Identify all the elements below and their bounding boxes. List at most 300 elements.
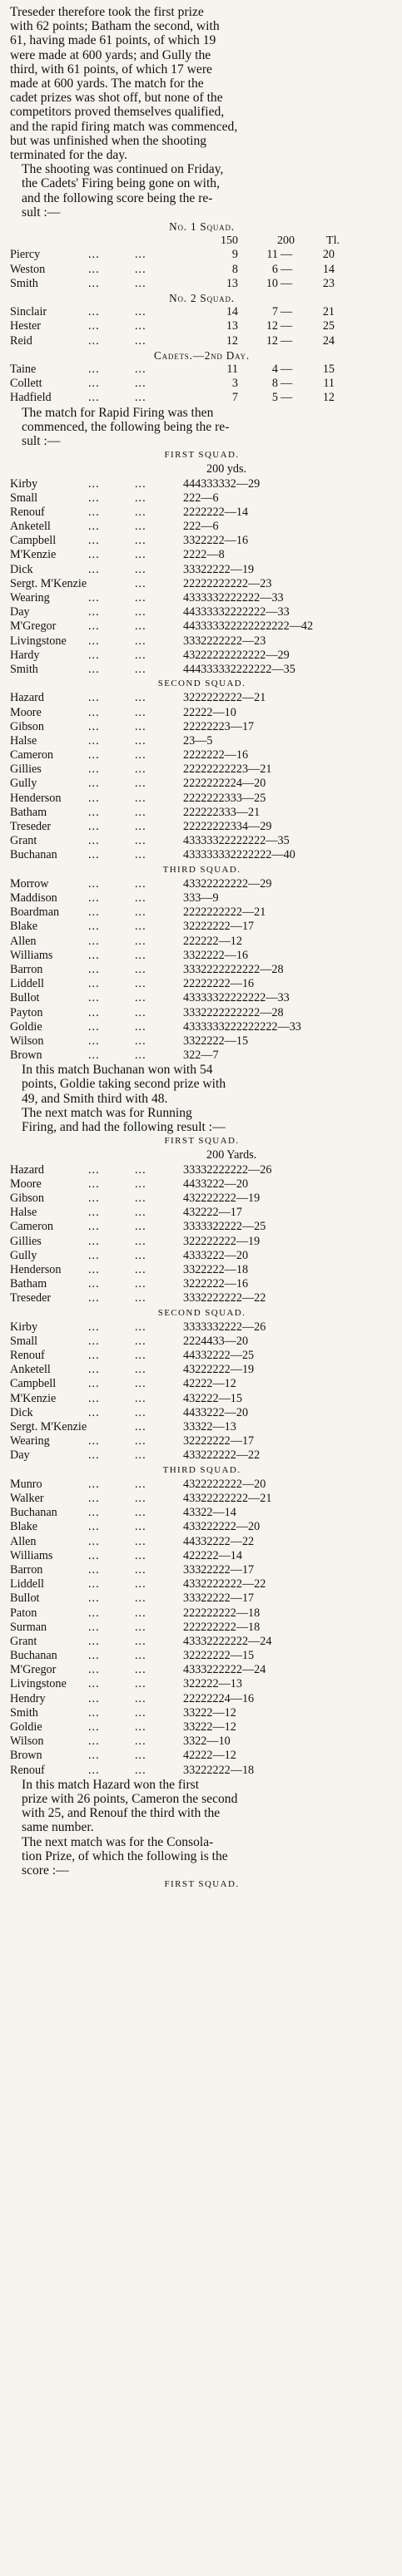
dash: —: [280, 362, 293, 376]
score-row: [10, 1692, 394, 1706]
leader-dots: ...: [135, 1334, 146, 1348]
rapid-squad-2-rows: [10, 691, 394, 862]
competitor-name: Boardman: [10, 906, 60, 920]
leader-dots: ...: [135, 1320, 146, 1334]
leader-dots: ...: [88, 391, 100, 405]
competitor-name: Treseder: [10, 820, 52, 834]
leader-dots: ...: [88, 1763, 100, 1777]
leader-dots: ...: [135, 605, 146, 619]
leader-dots: ...: [135, 1663, 146, 1677]
shot-scores: 42222—12: [183, 1377, 236, 1391]
score-row: [10, 1735, 394, 1749]
running-firing-result: [10, 1778, 394, 1835]
leader-dots: ...: [88, 1349, 100, 1363]
competitor-name: Hardy: [10, 648, 40, 662]
cadets-squad-2-rows: [10, 305, 394, 348]
competitor-name: Campbell: [10, 534, 57, 548]
column-header-150: 150: [221, 234, 238, 248]
leader-dots: ...: [88, 1192, 100, 1206]
leader-dots: ...: [135, 248, 146, 262]
leader-dots: ...: [135, 491, 146, 505]
leader-dots: ...: [88, 777, 100, 791]
score-row: [10, 1563, 394, 1577]
intro-paragraph: [10, 5, 394, 162]
competitor-name: Weston: [10, 262, 46, 276]
shot-scores: 444333332—29: [183, 476, 261, 491]
score-row: [10, 792, 394, 806]
running-firing-intro: [10, 1106, 394, 1134]
competitor-name: M'Kenzie: [10, 1391, 57, 1405]
score-row: [10, 1591, 394, 1606]
competitor-name: Blake: [10, 1520, 38, 1534]
leader-dots: ...: [135, 1349, 146, 1363]
leader-dots: ...: [88, 1177, 100, 1191]
competitor-name: Campbell: [10, 1377, 57, 1391]
competitor-name: Gillies: [10, 1234, 42, 1248]
leader-dots: ...: [88, 1663, 100, 1677]
score-row: [10, 1249, 394, 1263]
score-row: [10, 1434, 394, 1448]
competitor-name: Renouf: [10, 1349, 45, 1363]
score-row: [10, 1577, 394, 1591]
competitor-name: Williams: [10, 1548, 53, 1562]
competitor-name: Smith: [10, 276, 38, 290]
text-line: The shooting was continued on Friday,: [22, 162, 224, 177]
shot-scores: 44332222—22: [183, 1534, 255, 1548]
shot-scores: 22222222223—21: [183, 762, 272, 777]
shot-scores: 4333332222222—33: [183, 591, 284, 605]
score-row: [10, 520, 394, 534]
competitor-name: Anketell: [10, 1363, 51, 1377]
text-line: 61, having made 61 points, of which 19: [10, 33, 216, 48]
leader-dots: ...: [135, 1649, 146, 1663]
shot-scores: 3322222—15: [183, 1034, 249, 1048]
score-total: 25: [322, 319, 335, 333]
score-150: 3: [231, 377, 238, 391]
competitor-name: Gully: [10, 777, 37, 791]
shot-scores: 3222222222—21: [183, 691, 266, 705]
leader-dots: ...: [135, 520, 146, 534]
leader-dots: ...: [135, 1206, 146, 1220]
leader-dots: ...: [135, 1434, 146, 1448]
leader-dots: ...: [135, 1620, 146, 1634]
score-row: [10, 991, 394, 1005]
shot-scores: 322222—13: [183, 1677, 242, 1691]
leader-dots: ...: [135, 805, 146, 819]
leader-dots: ...: [88, 762, 100, 777]
shot-scores: 43333322222222—33: [183, 991, 290, 1005]
leader-dots: ...: [88, 1577, 100, 1591]
leader-dots: ...: [135, 1506, 146, 1520]
shot-scores: 3332222222222—28: [183, 1005, 284, 1019]
competitor-name: Cameron: [10, 1220, 54, 1234]
leader-dots: ...: [88, 362, 100, 376]
dash: —: [280, 391, 293, 405]
competitor-name: M'Gregor: [10, 619, 57, 634]
leader-dots: ...: [88, 876, 100, 891]
score-200: 8: [271, 377, 278, 391]
shot-scores: 322222222—19: [183, 1234, 261, 1248]
leader-dots: ...: [135, 1220, 146, 1234]
score-total: 15: [322, 362, 335, 376]
leader-dots: ...: [88, 1492, 100, 1505]
score-total: 20: [322, 248, 335, 262]
shot-scores: 22222222222—23: [183, 576, 272, 590]
competitor-name: Hazard: [10, 691, 44, 705]
leader-dots: ...: [135, 733, 146, 748]
leader-dots: ...: [88, 820, 100, 834]
competitor-name: Dick: [10, 1405, 33, 1419]
squad-heading: SECOND SQUAD.: [157, 679, 246, 689]
shot-scores: 4333333222222222—33: [183, 1019, 301, 1034]
shot-scores: 43322222222—29: [183, 876, 272, 891]
leader-dots: ...: [88, 1520, 100, 1534]
leader-dots: ...: [135, 920, 146, 934]
score-200: 6: [271, 262, 278, 276]
leader-dots: ...: [88, 1448, 100, 1463]
competitor-name: Moore: [10, 1177, 42, 1191]
score-row: [10, 891, 394, 906]
score-row: [10, 820, 394, 834]
score-row: [10, 563, 394, 577]
score-row: [10, 1020, 394, 1034]
score-row: [10, 806, 394, 820]
competitor-name: Hazard: [10, 1162, 44, 1177]
shot-scores: 433333332222222—40: [183, 848, 295, 862]
score-row: [10, 777, 394, 791]
shot-scores: 43322—14: [183, 1506, 236, 1520]
leader-dots: ...: [135, 362, 146, 376]
leader-dots: ...: [135, 319, 146, 333]
score-total: 14: [322, 262, 335, 276]
score-row: [10, 1649, 394, 1663]
competitor-name: Wearing: [10, 1434, 50, 1448]
leader-dots: ...: [88, 505, 100, 519]
shot-scores: 433222222—22: [183, 1448, 261, 1463]
score-row: [10, 1635, 394, 1649]
leader-dots: ...: [88, 1548, 100, 1562]
competitor-name: Barron: [10, 962, 43, 976]
score-total: 24: [322, 333, 335, 348]
cadets-squad-1-rows: [10, 248, 394, 291]
score-200: 4: [271, 362, 278, 376]
competitor-name: Sergt. M'Kenzie: [10, 576, 87, 590]
competitor-name: Goldie: [10, 1720, 42, 1734]
shot-scores: 33322—13: [183, 1420, 236, 1434]
leader-dots: ...: [135, 1405, 146, 1419]
score-row: [10, 391, 394, 405]
competitor-name: Morrow: [10, 876, 49, 891]
score-total: 12: [322, 391, 335, 405]
shot-scores: 4433222—20: [183, 1177, 249, 1191]
leader-dots: ...: [135, 1420, 146, 1434]
leader-dots: ...: [88, 733, 100, 748]
leader-dots: ...: [88, 991, 100, 1005]
shot-scores: 22222223—17: [183, 719, 255, 733]
leader-dots: ...: [135, 377, 146, 391]
score-row: [10, 963, 394, 977]
leader-dots: ...: [88, 662, 100, 676]
score-row: [10, 491, 394, 506]
competitor-name: Small: [10, 1334, 38, 1348]
shot-scores: 32222222—17: [183, 920, 255, 934]
shot-scores: 2222222222—21: [183, 906, 266, 920]
leader-dots: ...: [88, 305, 100, 319]
score-row: [10, 1320, 394, 1335]
text-line: The match for Rapid Firing was then: [22, 405, 214, 420]
score-row: [10, 1177, 394, 1192]
score-150: 8: [231, 262, 238, 276]
leader-dots: ...: [135, 991, 146, 1005]
text-line: third, with 61 points, of which 17 were: [10, 62, 212, 76]
competitor-name: Walker: [10, 1492, 44, 1505]
leader-dots: ...: [88, 920, 100, 934]
leader-dots: ...: [135, 648, 146, 662]
score-row: [10, 834, 394, 848]
leader-dots: ...: [135, 1492, 146, 1505]
shot-scores: 2222222—14: [183, 505, 249, 519]
leader-dots: ...: [88, 1391, 100, 1405]
leader-dots: ...: [88, 906, 100, 920]
score-150: 13: [226, 276, 238, 290]
score-row: [10, 1492, 394, 1506]
leader-dots: ...: [135, 333, 146, 348]
competitor-name: Grant: [10, 834, 37, 848]
score-row: [10, 1163, 394, 1177]
shot-scores: 2224433—20: [183, 1334, 249, 1348]
leader-dots: ...: [88, 1434, 100, 1448]
shot-scores: 2222222224—20: [183, 777, 266, 791]
score-row: [10, 1764, 394, 1778]
text-line: score :—: [22, 1863, 69, 1878]
text-line: prize with 26 points, Cameron the second: [22, 1791, 238, 1806]
shot-scores: 322—7: [183, 1049, 219, 1063]
rapid-firing-squad-2: [10, 677, 394, 862]
leader-dots: ...: [135, 876, 146, 891]
leader-dots: ...: [135, 1448, 146, 1463]
leader-dots: ...: [135, 1477, 146, 1491]
score-row: [10, 748, 394, 762]
score-row: [10, 1549, 394, 1563]
running-squad-1-rows: [10, 1163, 394, 1306]
score-row: [10, 1235, 394, 1249]
shot-scores: 23—5: [183, 733, 213, 748]
shot-scores: 44333332222222—33: [183, 605, 290, 619]
shot-scores: 3332222222—23: [183, 634, 266, 648]
shot-scores: 3332222222—22: [183, 1291, 266, 1305]
leader-dots: ...: [88, 848, 100, 862]
leader-dots: ...: [135, 1520, 146, 1534]
leader-dots: ...: [135, 619, 146, 634]
leader-dots: ...: [88, 1234, 100, 1248]
leader-dots: ...: [135, 820, 146, 834]
shot-scores: 44332222—25: [183, 1349, 255, 1363]
text-line: The next match was for the Consola-: [22, 1834, 214, 1849]
squad-heading: No. 1 Squad.: [169, 220, 235, 234]
leader-dots: ...: [135, 505, 146, 519]
shot-scores: 3333332222—26: [183, 1320, 266, 1334]
shot-scores: 3322—10: [183, 1735, 231, 1749]
score-row: [10, 1663, 394, 1677]
text-line: Treseder therefore took the first prize: [10, 5, 204, 19]
shot-scores: 222222333—21: [183, 805, 261, 819]
competitor-name: Gillies: [10, 762, 42, 777]
shot-scores: 32222222—15: [183, 1649, 255, 1663]
competitor-name: Wilson: [10, 1034, 44, 1048]
competitor-name: Williams: [10, 948, 53, 962]
score-row: [10, 706, 394, 720]
leader-dots: ...: [88, 948, 100, 962]
dash: —: [280, 305, 293, 319]
shot-scores: 2222—8: [183, 548, 225, 562]
leader-dots: ...: [135, 1177, 146, 1191]
score-row: [10, 720, 394, 734]
score-row: [10, 634, 394, 649]
competitor-name: Renouf: [10, 505, 45, 519]
competitor-name: Dick: [10, 562, 33, 576]
shot-scores: 3333322222—25: [183, 1220, 266, 1234]
shot-scores: 33222—12: [183, 1705, 236, 1720]
shot-scores: 22222—10: [183, 705, 236, 719]
competitor-name: Halse: [10, 1206, 37, 1220]
score-row: [10, 305, 394, 319]
score-150: 13: [226, 319, 238, 333]
shot-scores: 422222—14: [183, 1548, 242, 1562]
leader-dots: ...: [88, 1705, 100, 1720]
score-150: 9: [231, 248, 238, 262]
leader-dots: ...: [88, 1005, 100, 1019]
shot-scores: 2222222333—25: [183, 791, 266, 805]
leader-dots: ...: [88, 648, 100, 662]
leader-dots: ...: [135, 1749, 146, 1763]
score-row: [10, 1377, 394, 1391]
leader-dots: ...: [88, 1649, 100, 1663]
column-header-200: 200: [277, 234, 295, 248]
squad-heading: SECOND SQUAD.: [157, 1307, 246, 1318]
competitor-name: Brown: [10, 1749, 42, 1763]
competitor-name: Buchanan: [10, 1649, 57, 1663]
competitor-name: Batham: [10, 1277, 47, 1291]
leader-dots: ...: [135, 476, 146, 491]
score-row: [10, 935, 394, 949]
competitor-name: Buchanan: [10, 848, 57, 862]
leader-dots: ...: [135, 1363, 146, 1377]
leader-dots: ...: [88, 605, 100, 619]
running-squad-2-rows: [10, 1320, 394, 1463]
score-row: [10, 1192, 394, 1206]
leader-dots: ...: [135, 1192, 146, 1206]
shot-scores: 3222222—16: [183, 1277, 249, 1291]
competitor-name: Munro: [10, 1477, 42, 1491]
leader-dots: ...: [135, 1391, 146, 1405]
leader-dots: ...: [88, 276, 100, 290]
leader-dots: ...: [135, 634, 146, 648]
leader-dots: ...: [135, 1034, 146, 1048]
competitor-name: Reid: [10, 333, 32, 348]
squad-heading: Cadets.—2nd Day.: [154, 348, 250, 362]
competitor-name: Gibson: [10, 1192, 44, 1206]
shot-scores: 433222222—20: [183, 1520, 261, 1534]
leader-dots: ...: [88, 1019, 100, 1034]
score-row: [10, 1720, 394, 1735]
leader-dots: ...: [88, 1749, 100, 1763]
score-row: [10, 1506, 394, 1520]
score-row: [10, 877, 394, 891]
shot-scores: 222222222—18: [183, 1606, 261, 1620]
text-line: same number.: [22, 1820, 94, 1835]
yards-label: 200 Yards.: [206, 1148, 257, 1162]
leader-dots: ...: [88, 1206, 100, 1220]
score-row: [10, 377, 394, 391]
score-total: 23: [322, 276, 335, 290]
leader-dots: ...: [135, 791, 146, 805]
leader-dots: ...: [135, 1262, 146, 1276]
competitor-name: Barron: [10, 1562, 43, 1577]
score-row: [10, 577, 394, 591]
leader-dots: ...: [135, 1534, 146, 1548]
shot-scores: 43332222222—24: [183, 1634, 272, 1648]
leader-dots: ...: [135, 1677, 146, 1691]
competitor-name: Hester: [10, 319, 42, 333]
leader-dots: ...: [135, 1735, 146, 1749]
leader-dots: ...: [88, 934, 100, 948]
shot-scores: 22222222334—29: [183, 820, 272, 834]
squad-heading: THIRD SQUAD.: [162, 864, 241, 875]
score-row: [10, 977, 394, 991]
score-row: [10, 263, 394, 277]
score-row: [10, 605, 394, 619]
competitor-name: Grant: [10, 1634, 37, 1648]
score-row: [10, 1448, 394, 1463]
leader-dots: ...: [88, 1377, 100, 1391]
competitor-name: Batham: [10, 805, 47, 819]
leader-dots: ...: [88, 791, 100, 805]
competitor-name: Allen: [10, 934, 37, 948]
leader-dots: ...: [135, 948, 146, 962]
competitor-name: Wearing: [10, 591, 50, 605]
competitor-name: Kirby: [10, 476, 38, 491]
leader-dots: ...: [88, 634, 100, 648]
text-line: tion Prize, of which the following is the: [22, 1848, 228, 1863]
cadets-squad-1: [10, 220, 394, 291]
competitor-name: Buchanan: [10, 1506, 57, 1520]
text-line: sult :—: [22, 433, 61, 448]
text-line: In this match Hazard won the first: [22, 1777, 200, 1792]
leader-dots: ...: [88, 1691, 100, 1705]
dash: —: [280, 276, 293, 290]
score-row: [10, 1677, 394, 1691]
leader-dots: ...: [135, 762, 146, 777]
text-line: with 62 points; Batham the second, with: [10, 19, 220, 34]
competitor-name: Smith: [10, 662, 38, 676]
leader-dots: ...: [135, 1291, 146, 1305]
column-headers: [10, 234, 394, 248]
text-line: terminated for the day.: [10, 148, 128, 163]
leader-dots: ...: [88, 891, 100, 905]
score-200: 12: [266, 319, 278, 333]
leader-dots: ...: [88, 962, 100, 976]
competitor-name: Brown: [10, 1049, 42, 1063]
rapid-firing-result: [10, 1063, 394, 1106]
competitor-name: Bullot: [10, 991, 40, 1005]
score-row: [10, 1335, 394, 1349]
score-row: [10, 1535, 394, 1549]
text-line: competitors proved themselves qualified,: [10, 105, 225, 120]
leader-dots: ...: [88, 1634, 100, 1648]
score-total: 21: [322, 305, 335, 319]
leader-dots: ...: [135, 548, 146, 562]
shot-scores: 443333322222222222—42: [183, 619, 314, 634]
